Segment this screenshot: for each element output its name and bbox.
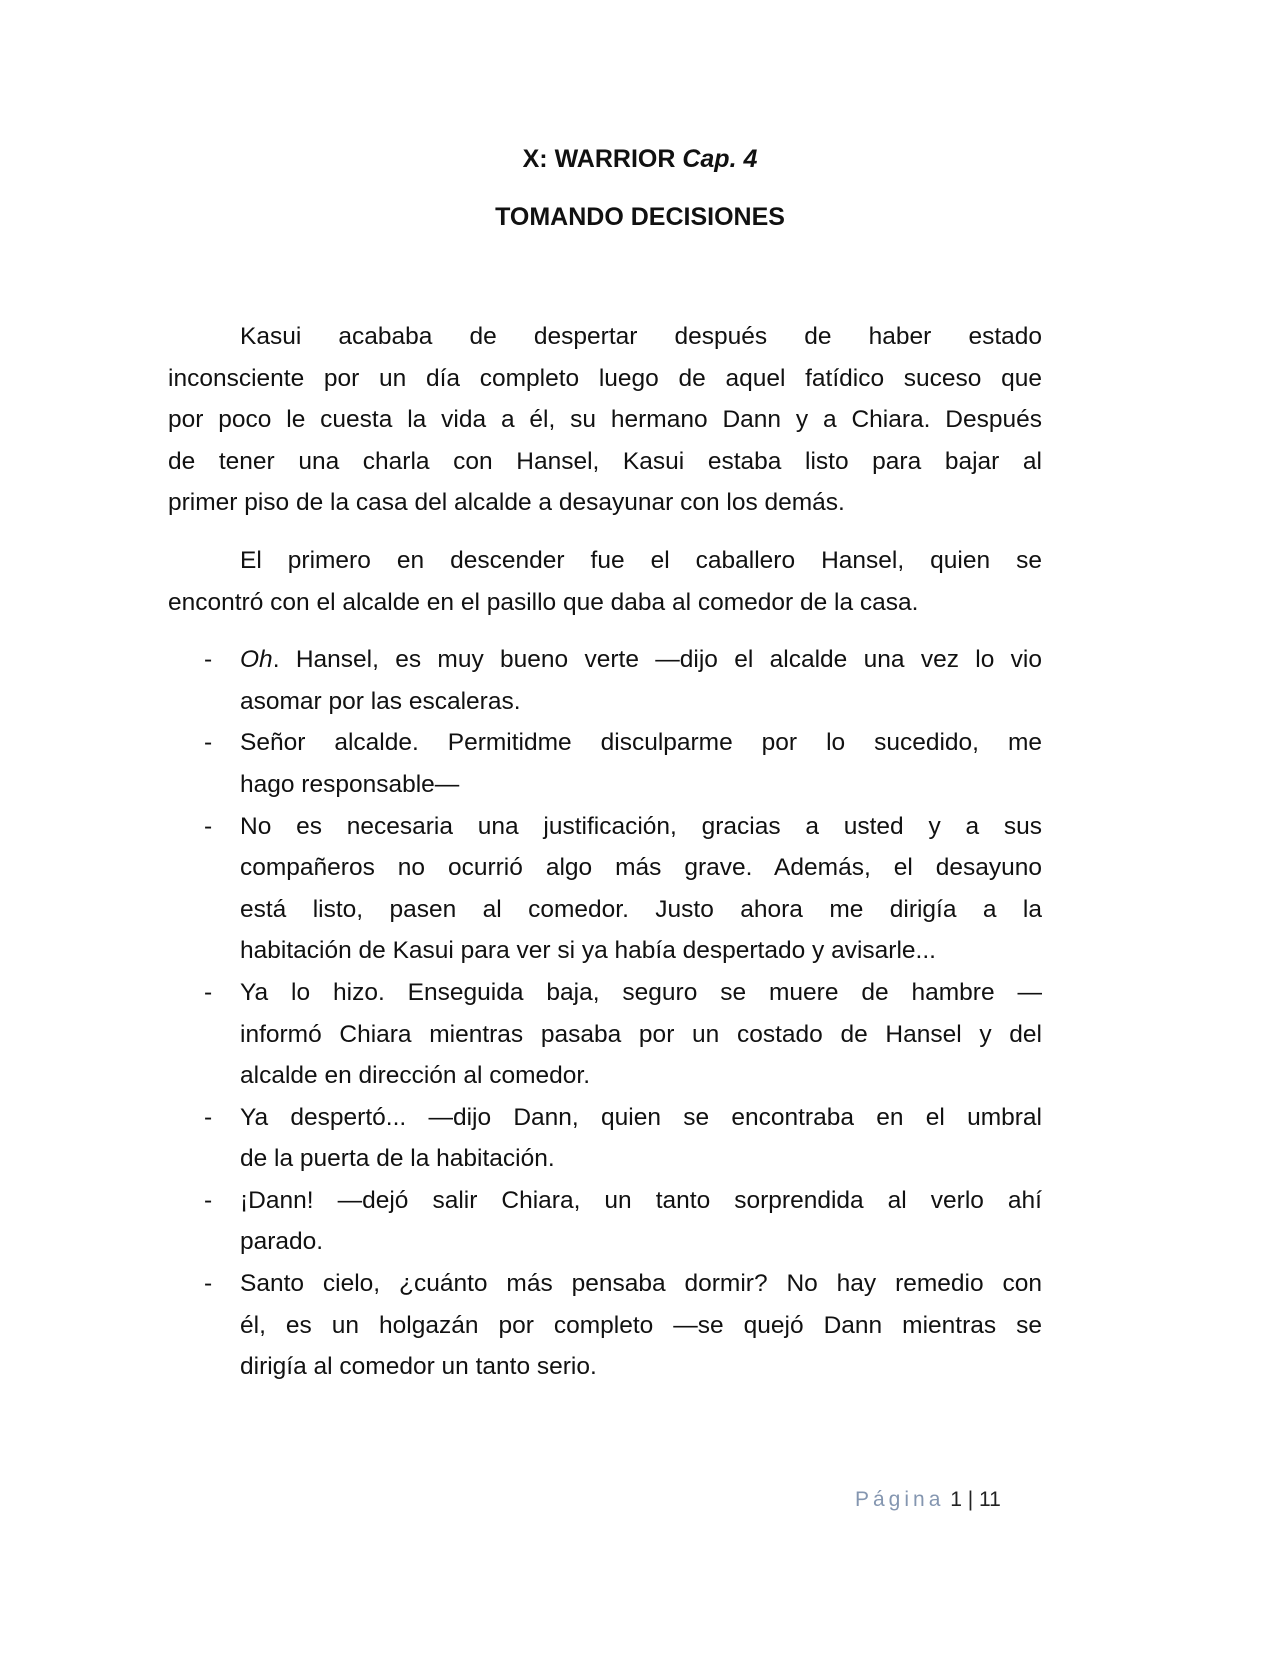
text-line: encontró con el alcalde en el pasillo que daba al comedor de la casa. [168, 588, 919, 616]
dialogue-item [168, 1097, 1042, 1180]
dialogue-dash: - [204, 729, 213, 757]
page-footer [855, 1488, 1001, 1512]
dialogue-dash: - [204, 1103, 213, 1131]
text-line: primer piso de la casa del alcalde a desayunar con los demás. [168, 489, 845, 517]
title-main: X: WARRIOR [522, 145, 683, 173]
dialogue-item [168, 806, 1042, 972]
dialogue-dash: - [204, 1270, 213, 1298]
text-line: dirigía al comedor un tanto serio. [240, 1353, 597, 1381]
text-line: informó Chiara mientras pasaba por un costado de Hansel y del [240, 1020, 1042, 1048]
text-line: alcalde en dirección al comedor. [240, 1062, 591, 1090]
dialogue-item [168, 1263, 1042, 1388]
page-total: 11 [979, 1488, 1001, 1511]
text-line: está listo, pasen al comedor. Justo ahora me dirigía a la [240, 895, 1042, 923]
chapter-title [0, 145, 1280, 174]
text-line: ¡Dann! —dejó salir Chiara, un tanto sorprendida al verlo ahí [240, 1186, 1042, 1214]
text-line: inconsciente por un día completo luego de aquel fatídico suceso que [168, 364, 1042, 392]
text-line: Ya despertó... —dijo Dann, quien se encontraba en el umbral [240, 1103, 1042, 1131]
dialogue-item [168, 722, 1042, 805]
chapter-subtitle: TOMANDO DECISIONES [495, 203, 785, 231]
dialogue-dash: - [204, 1186, 213, 1214]
text-line: Kasui acababa de despertar después de haber estado [240, 323, 1042, 350]
text-line: hago responsable— [240, 770, 460, 798]
text-line: asomar por las escaleras. [240, 687, 521, 715]
text-line: compañeros no ocurrió algo más grave. Además, el desayuno [240, 854, 1042, 882]
paragraph [168, 540, 1042, 623]
text-line: Ya lo hizo. Enseguida baja, seguro se muere de hambre — [240, 978, 1042, 1006]
title-chapter-number: Cap. 4 [682, 145, 758, 173]
text-line: parado. [240, 1228, 324, 1256]
text-line: Señor alcalde. Permitidme disculparme por lo sucedido, me [240, 729, 1042, 757]
dialogue-item [168, 639, 1042, 722]
dialogue-dash: - [204, 978, 213, 1006]
page-separator: | [961, 1488, 980, 1511]
text-line: El primero en descender fue el caballero Hansel, quien se [240, 546, 1042, 574]
text-line: de la puerta de la habitación. [240, 1145, 555, 1173]
text-line: de tener una charla con Hansel, Kasui estaba listo para bajar al [168, 447, 1042, 475]
dialogue-dash: - [204, 812, 213, 840]
page-label: Página [855, 1488, 945, 1511]
page-number: 1 [950, 1488, 962, 1511]
paragraph [168, 316, 1042, 524]
text-line: No es necesaria una justificación, gracias a usted y a sus [240, 812, 1042, 840]
dialogue-dash: - [204, 646, 213, 674]
text-line: por poco le cuesta la vida a él, su hermano Dann y a Chiara. Después [168, 406, 1042, 434]
text-line: Oh. Hansel, es muy bueno verte —dijo el alcalde una vez lo vio [240, 646, 1042, 674]
dialogue-item [168, 1180, 1042, 1263]
text-line: habitación de Kasui para ver si ya había despertado y avisarle... [240, 937, 936, 965]
dialogue-item [168, 972, 1042, 1097]
text-line: él, es un holgazán por completo —se quejó Dann mientras se [240, 1311, 1042, 1339]
document-body [168, 316, 1042, 1388]
text-line: Santo cielo, ¿cuánto más pensaba dormir? No hay remedio con [240, 1270, 1042, 1298]
